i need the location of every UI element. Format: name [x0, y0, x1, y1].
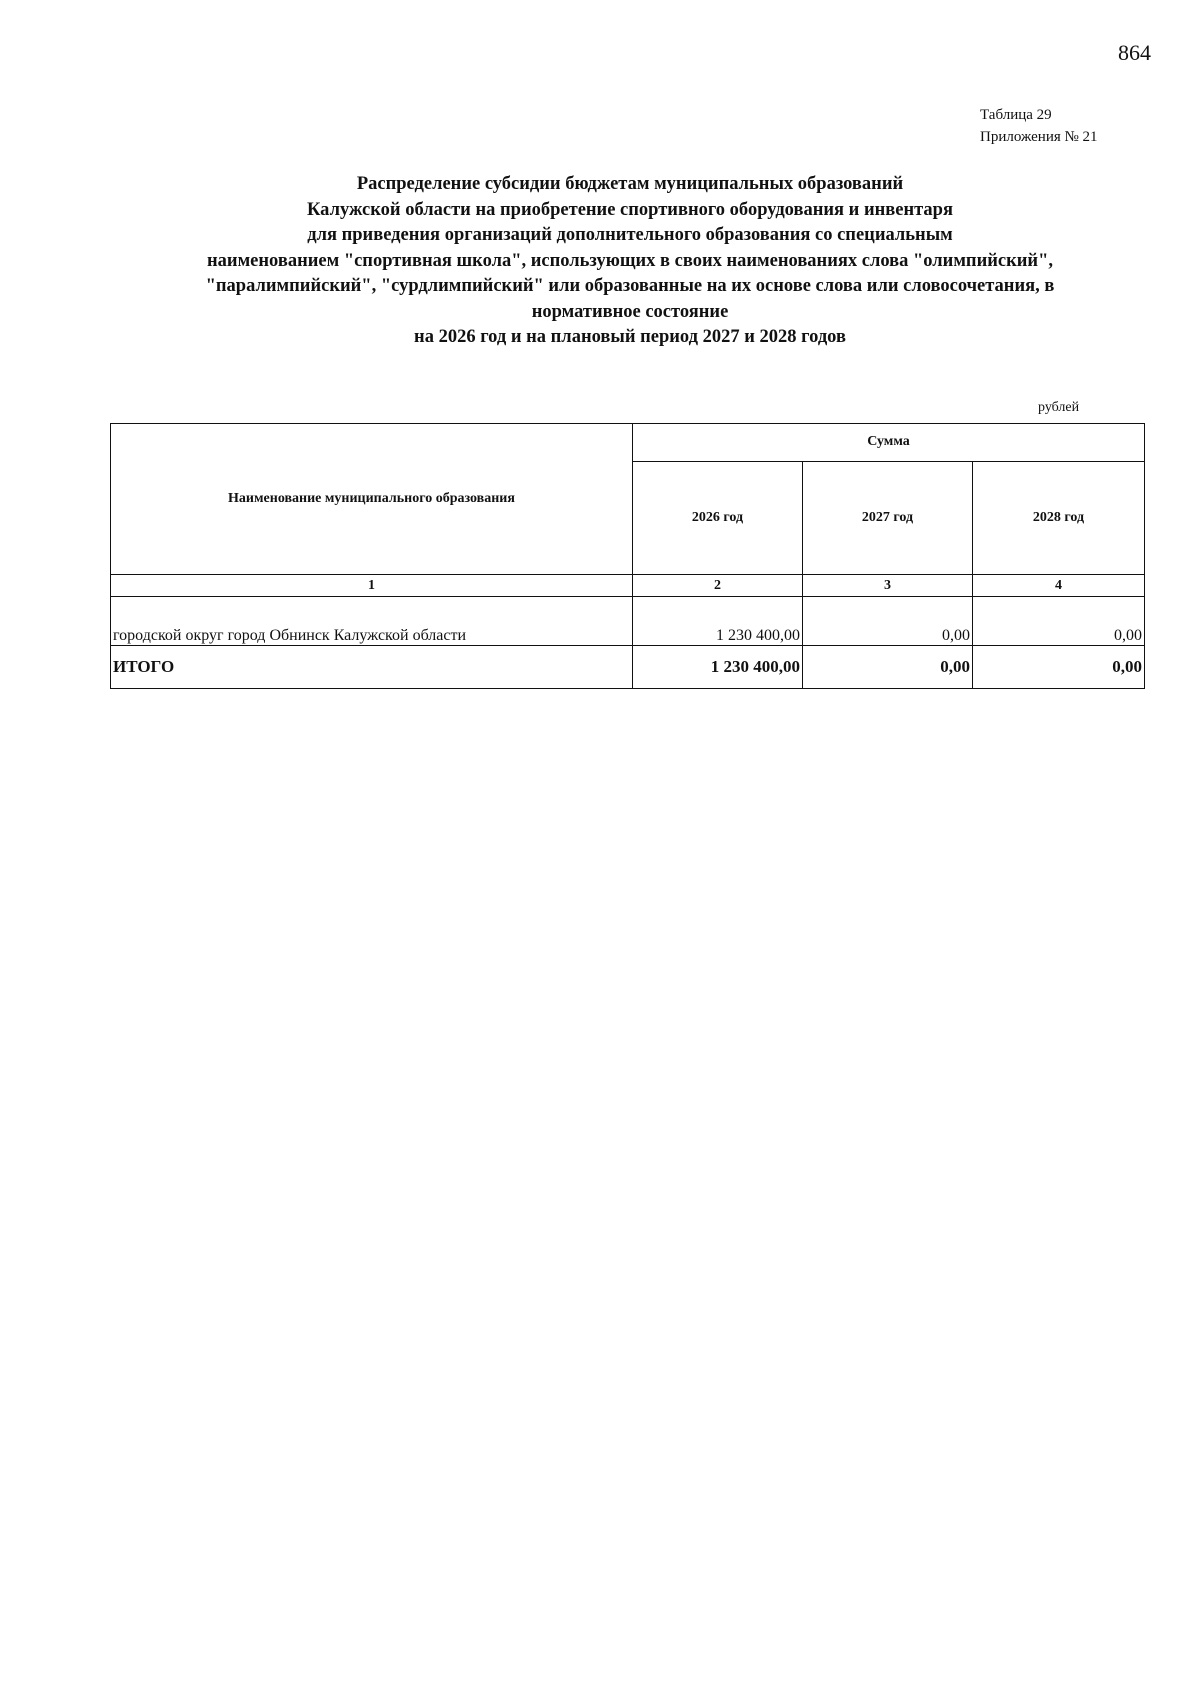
header-sum: Сумма: [633, 424, 1145, 462]
column-number: 2: [633, 575, 803, 597]
title-line: на 2026 год и на плановый период 2027 и 2028 годов: [414, 327, 846, 347]
title-line: Калужской области на приобретение спортивного оборудования и инвентаря: [307, 199, 953, 220]
header-year-2027: 2027 год: [803, 461, 973, 574]
total-2027: 0,00: [803, 646, 973, 689]
title-line: наименованием "спортивная школа", использующих в своих наименованиях слова "олимпийский",: [207, 250, 1053, 271]
header-year-2028: 2028 год: [973, 461, 1145, 574]
column-number-row: [111, 575, 1145, 597]
page-number: 864: [1118, 40, 1151, 65]
total-2026: 1 230 400,00: [633, 646, 803, 689]
column-number: 3: [803, 575, 973, 597]
value-2027: 0,00: [803, 597, 973, 646]
column-number: 4: [973, 575, 1145, 597]
units-label: рублей: [1038, 400, 1080, 415]
total-label: ИТОГО: [111, 646, 633, 689]
header-year-2026: 2026 год: [633, 461, 803, 574]
title-line: нормативное состояние: [531, 301, 729, 322]
column-number: 1: [111, 575, 633, 597]
appendix-reference: [980, 104, 1098, 148]
value-2026: 1 230 400,00: [633, 597, 803, 646]
title-line: для приведения организаций дополнительного образования со специальным: [307, 225, 953, 245]
table-row: [111, 597, 1145, 646]
total-row: [111, 646, 1145, 689]
document-title: [110, 172, 1150, 351]
value-2028: 0,00: [973, 597, 1145, 646]
header-municipality: Наименование муниципального образования: [111, 424, 633, 575]
appendix-label: Приложения № 21: [980, 129, 1098, 145]
total-2028: 0,00: [973, 646, 1145, 689]
municipality-name: городской округ город Обнинск Калужской области: [111, 597, 633, 646]
title-line: "паралимпийский", "сурдлимпийский" или образованные на их основе слова или словосочетания, в: [205, 276, 1055, 296]
table-label: Таблица 29: [980, 107, 1052, 123]
subsidy-table: [110, 423, 1145, 689]
title-line: Распределение субсидии бюджетам муниципальных образований: [356, 174, 904, 194]
table-header-row: [111, 424, 1145, 462]
